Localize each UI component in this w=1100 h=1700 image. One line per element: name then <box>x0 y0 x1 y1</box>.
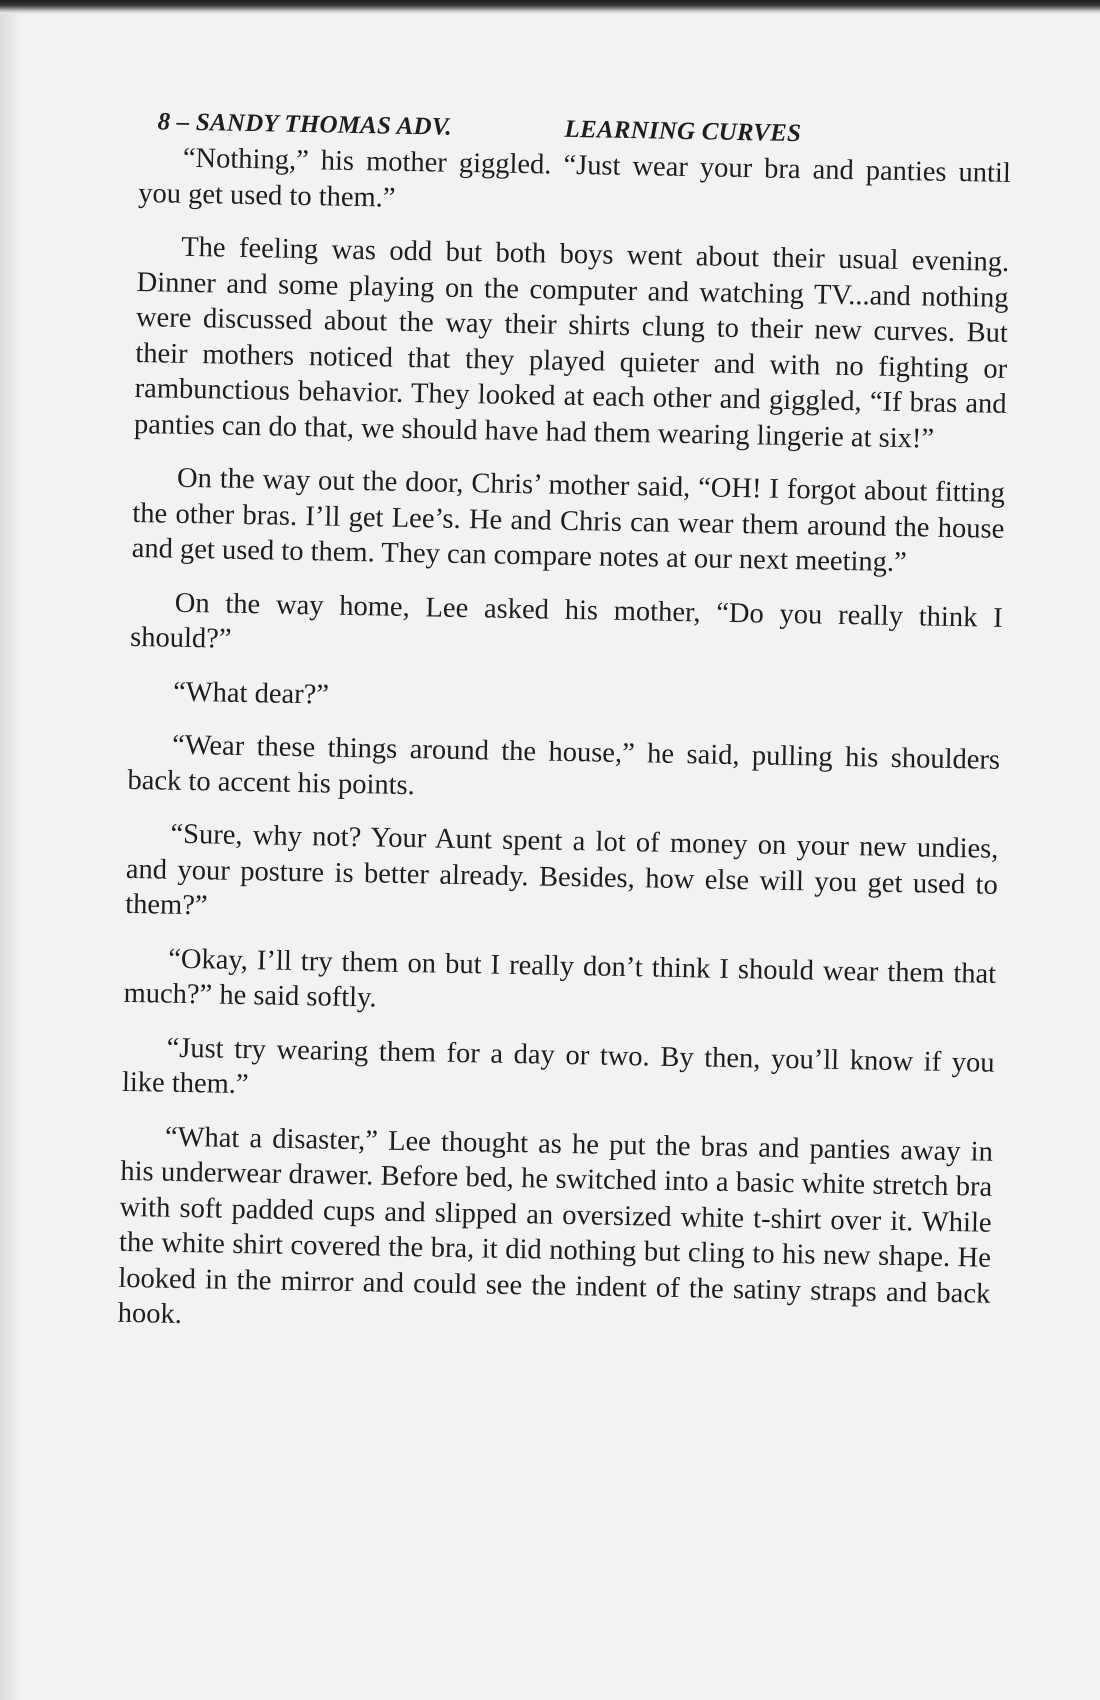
paragraph-4: On the way home, Lee asked his mother, “Do you really think I should?” <box>129 587 1003 655</box>
paragraph-5: “What dear?” <box>172 676 330 711</box>
paragraph-8: “Okay, I’ll try them on but I really don’t think I should wear them that much?” he said softly. <box>123 943 997 1014</box>
header-page-number-author: 8 – SANDY THOMAS ADV. <box>157 108 453 141</box>
paragraph-7: “Sure, why not? Your Aunt spent a lot of money on your new undies, and your posture is better already. Besides, how else will you get used to them?” <box>124 818 999 922</box>
paragraph-6: “Wear these things around the house,” he said, pulling his shoulders back to accent his points. <box>127 729 1001 801</box>
paragraph-9: “Just try wearing them for a day or two. By then, you’ll know if you like them.” <box>121 1032 995 1101</box>
paragraph-2: The feeling was odd but both boys went about their usual evening. Dinner and some playing on the computer and watching TV...and nothing were discussed about the way their shirts clung to their new curves. But their mothers noticed that they played quieter and with no fighting or rambunctious behavior. They looked at each other and giggled, “If bras and panties can do that, we should have had them wearing lingerie at six!” <box>133 231 1010 455</box>
paragraph-3: On the way out the door, Chris’ mother said, “OH! I forgot about fitting the other bras. I’ll get Lee’s. He and Chris can wear them around the house and get used to them. They can compare notes at our next meeting.” <box>131 462 1006 579</box>
paragraph-1: “Nothing,” his mother giggled. “Just wear your bra and panties until you get used to them.” <box>138 142 1012 214</box>
page-left-edge-shade <box>0 14 22 1700</box>
page-top-edge-shadow <box>0 0 1100 14</box>
paragraph-10: “What a disaster,” Lee thought as he put the bras and panties away in his underwear drawer. Before bed, he switched into a basic white stretch bra with soft padded cups and slipped an oversized white t-shirt over it. While the white shirt covered the bra, it did nothing but cling to his new shape. He looked in the mirror and could see the indent of the satiny straps and back hook. <box>117 1121 994 1330</box>
header-book-title: LEARNING CURVES <box>564 115 802 148</box>
book-page <box>117 100 1012 1365</box>
